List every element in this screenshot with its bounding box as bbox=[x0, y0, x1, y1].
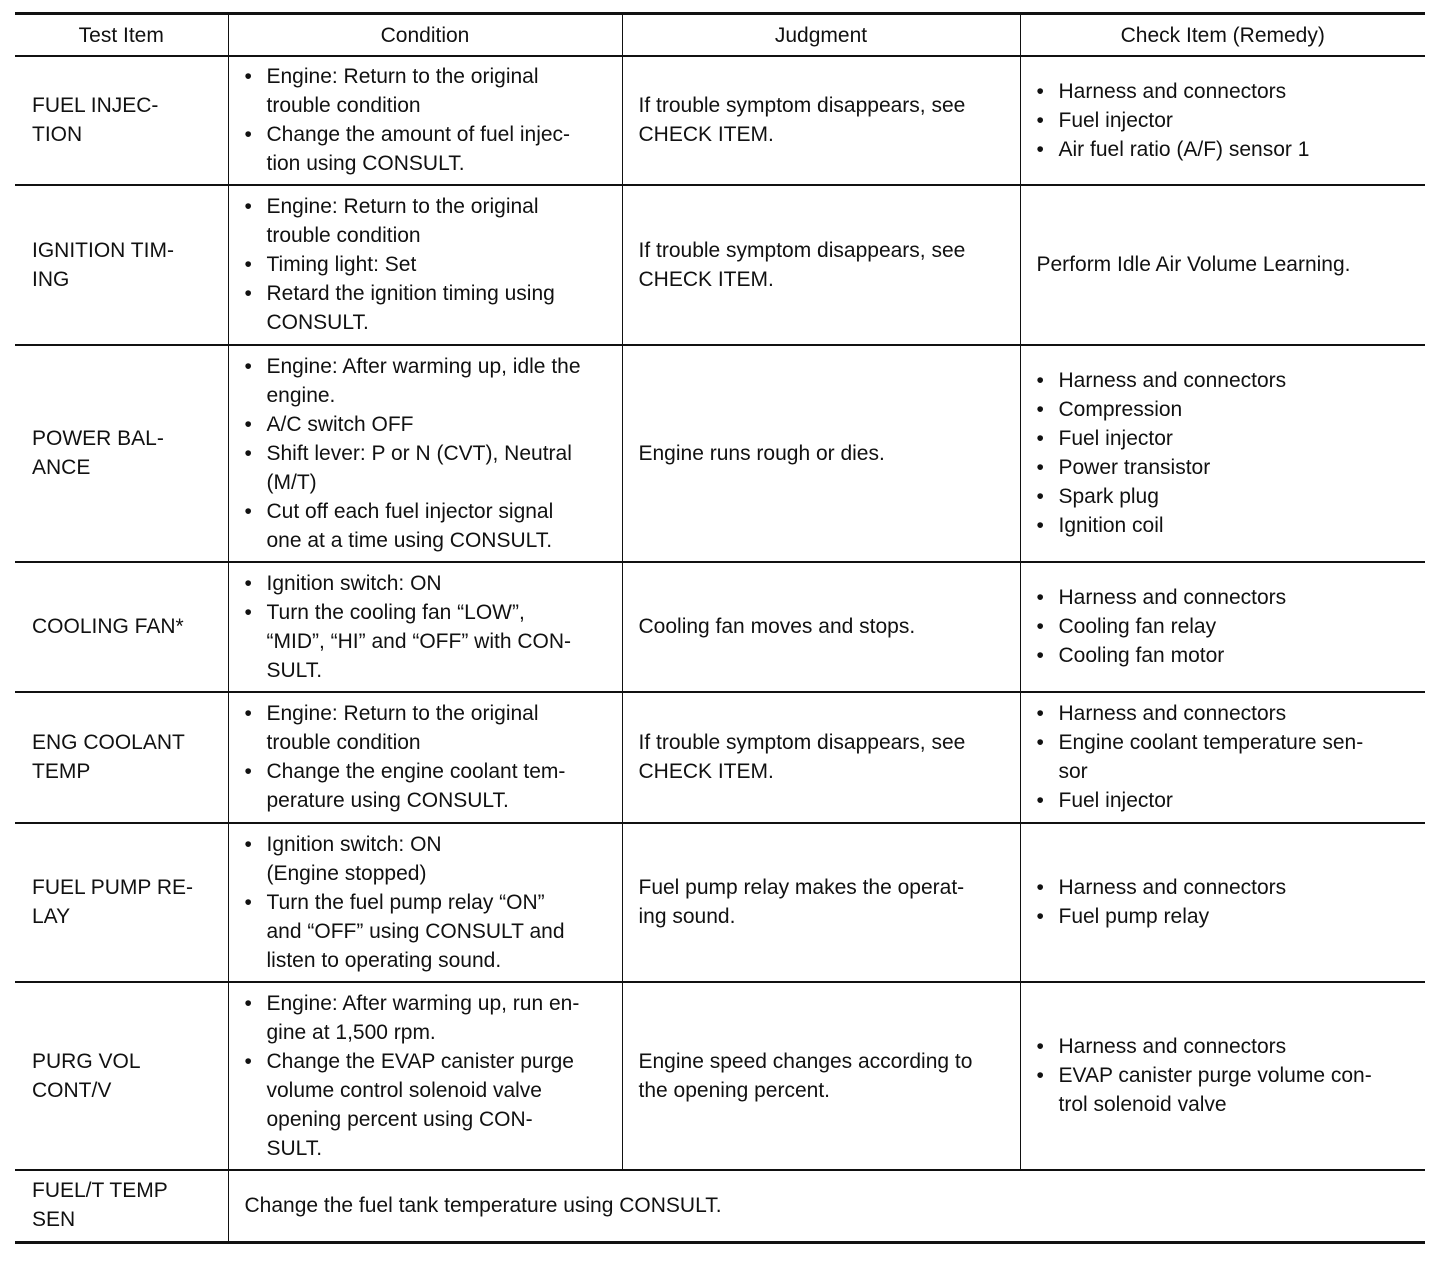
table-row bbox=[15, 345, 1425, 562]
condition-list bbox=[245, 569, 614, 685]
test-item-cell: FUEL PUMP RE- LAY bbox=[15, 823, 228, 982]
remedy-cell bbox=[1020, 56, 1425, 185]
table-row bbox=[15, 56, 1425, 185]
bullet-item: • Cooling fan relay bbox=[1037, 612, 1418, 641]
test-item-cell: PURG VOL CONT/V bbox=[15, 982, 228, 1170]
bullet-item: • Compression bbox=[1037, 395, 1418, 424]
bullet-item: • Ignition coil bbox=[1037, 511, 1418, 540]
bullet-item: • Engine: After warming up, idle the engine. bbox=[245, 352, 614, 410]
judgment-cell: Engine speed changes according to the opening percent. bbox=[622, 982, 1020, 1170]
condition-cell bbox=[228, 185, 622, 345]
bullet-item: • Engine: Return to the original trouble condition bbox=[245, 192, 614, 250]
bullet-item: • Harness and connectors bbox=[1037, 366, 1418, 395]
test-item-cell: ENG COOLANT TEMP bbox=[15, 692, 228, 823]
condition-list bbox=[245, 989, 614, 1163]
judgment-cell: If trouble symptom disappears, see CHECK ITEM. bbox=[622, 56, 1020, 185]
bullet-item: • Ignition switch: ON bbox=[245, 569, 614, 598]
condition-list bbox=[245, 192, 614, 337]
table-row bbox=[15, 562, 1425, 692]
bullet-item: • Engine: Return to the original trouble condition bbox=[245, 699, 614, 757]
header-row bbox=[15, 14, 1425, 57]
table-row bbox=[15, 823, 1425, 982]
bullet-item: • Change the EVAP canister purge volume control solenoid valve opening percent using CON- SULT. bbox=[245, 1047, 614, 1163]
remedy-list bbox=[1037, 583, 1418, 670]
judgment-cell: Fuel pump relay makes the operat- ing sound. bbox=[622, 823, 1020, 982]
bullet-item: • EVAP canister purge volume con- trol solenoid valve bbox=[1037, 1061, 1418, 1119]
remedy-list bbox=[1037, 699, 1418, 815]
header-judgment: Judgment bbox=[622, 14, 1020, 57]
bullet-item: • Harness and connectors bbox=[1037, 77, 1418, 106]
bullet-item: • Ignition switch: ON (Engine stopped) bbox=[245, 830, 614, 888]
judgment-cell: If trouble symptom disappears, see CHECK ITEM. bbox=[622, 692, 1020, 823]
bullet-item: • Harness and connectors bbox=[1037, 583, 1418, 612]
bullet-item: • Harness and connectors bbox=[1037, 1032, 1418, 1061]
remedy-cell bbox=[1020, 982, 1425, 1170]
bullet-item: • Harness and connectors bbox=[1037, 699, 1418, 728]
table-row bbox=[15, 692, 1425, 823]
bullet-item: • Fuel injector bbox=[1037, 424, 1418, 453]
bullet-item: • Change the engine coolant tem- perature using CONSULT. bbox=[245, 757, 614, 815]
condition-cell bbox=[228, 982, 622, 1170]
table-row bbox=[15, 982, 1425, 1170]
bullet-item: • Power transistor bbox=[1037, 453, 1418, 482]
condition-list bbox=[245, 830, 614, 975]
remedy-cell: Perform Idle Air Volume Learning. bbox=[1020, 185, 1425, 345]
header-check-item: Check Item (Remedy) bbox=[1020, 14, 1425, 57]
table-row-last bbox=[15, 1170, 1425, 1242]
table-row bbox=[15, 185, 1425, 345]
condition-list bbox=[245, 62, 614, 178]
bullet-item: • Fuel injector bbox=[1037, 106, 1418, 135]
condition-cell bbox=[228, 56, 622, 185]
remedy-cell bbox=[1020, 692, 1425, 823]
condition-cell bbox=[228, 562, 622, 692]
bullet-item: • Cut off each fuel injector signal one at a time using CONSULT. bbox=[245, 497, 614, 555]
header-condition: Condition bbox=[228, 14, 622, 57]
condition-list bbox=[245, 352, 614, 555]
bullet-item: • Timing light: Set bbox=[245, 250, 614, 279]
bullet-item: • Engine: After warming up, run en- gine at 1,500 rpm. bbox=[245, 989, 614, 1047]
remedy-list bbox=[1037, 873, 1418, 931]
condition-cell bbox=[228, 692, 622, 823]
last-row-text: Change the fuel tank temperature using CONSULT. bbox=[228, 1170, 1425, 1242]
bullet-item: • Spark plug bbox=[1037, 482, 1418, 511]
bullet-item: • A/C switch OFF bbox=[245, 410, 614, 439]
bullet-item: • Turn the fuel pump relay “ON” and “OFF” using CONSULT and listen to operating sound. bbox=[245, 888, 614, 975]
bullet-item: • Fuel injector bbox=[1037, 786, 1418, 815]
bullet-item: • Retard the ignition timing using CONSULT. bbox=[245, 279, 614, 337]
condition-cell bbox=[228, 823, 622, 982]
header-test-item: Test Item bbox=[15, 14, 228, 57]
remedy-list bbox=[1037, 77, 1418, 164]
test-item-cell: COOLING FAN* bbox=[15, 562, 228, 692]
judgment-cell: Engine runs rough or dies. bbox=[622, 345, 1020, 562]
bullet-item: • Air fuel ratio (A/F) sensor 1 bbox=[1037, 135, 1418, 164]
test-item-cell: POWER BAL- ANCE bbox=[15, 345, 228, 562]
judgment-cell: Cooling fan moves and stops. bbox=[622, 562, 1020, 692]
bullet-item: • Fuel pump relay bbox=[1037, 902, 1418, 931]
remedy-list bbox=[1037, 366, 1418, 540]
test-item-cell: FUEL/T TEMP SEN bbox=[15, 1170, 228, 1242]
bullet-item: • Harness and connectors bbox=[1037, 873, 1418, 902]
remedy-cell bbox=[1020, 562, 1425, 692]
condition-cell bbox=[228, 345, 622, 562]
active-test-table bbox=[15, 12, 1425, 1244]
remedy-cell bbox=[1020, 823, 1425, 982]
bullet-item: • Shift lever: P or N (CVT), Neutral (M/T) bbox=[245, 439, 614, 497]
bullet-item: • Turn the cooling fan “LOW”, “MID”, “HI” and “OFF” with CON- SULT. bbox=[245, 598, 614, 685]
condition-list bbox=[245, 699, 614, 815]
bullet-item: • Engine: Return to the original trouble condition bbox=[245, 62, 614, 120]
test-item-cell: IGNITION TIM- ING bbox=[15, 185, 228, 345]
remedy-cell bbox=[1020, 345, 1425, 562]
judgment-cell: If trouble symptom disappears, see CHECK ITEM. bbox=[622, 185, 1020, 345]
remedy-list bbox=[1037, 1032, 1418, 1119]
bullet-item: • Cooling fan motor bbox=[1037, 641, 1418, 670]
bullet-item: • Engine coolant temperature sen- sor bbox=[1037, 728, 1418, 786]
test-item-cell: FUEL INJEC- TION bbox=[15, 56, 228, 185]
bullet-item: • Change the amount of fuel injec- tion using CONSULT. bbox=[245, 120, 614, 178]
